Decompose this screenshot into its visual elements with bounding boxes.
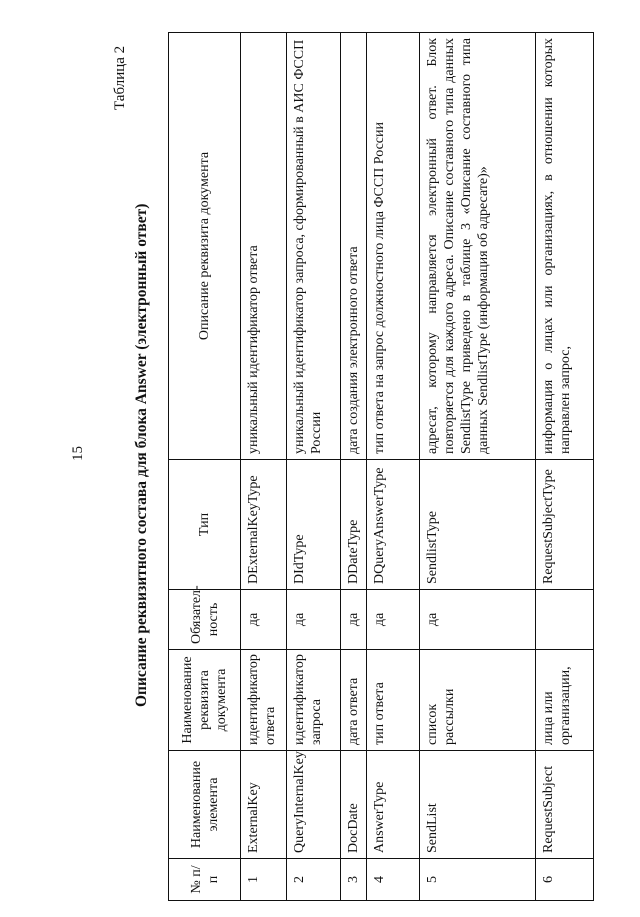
header-type: Тип: [169, 460, 241, 590]
row-required: да: [341, 590, 367, 650]
table-row: [287, 33, 341, 901]
page-number: 15: [70, 446, 86, 461]
table-row: [367, 33, 420, 901]
header-description: Описание реквизита документа: [169, 33, 241, 460]
header-element: Наименование элемента: [169, 751, 241, 859]
row-element: AnswerType: [367, 751, 420, 859]
row-type: DQueryAnswerType: [367, 460, 420, 590]
row-required: да: [367, 590, 420, 650]
table-row: [536, 33, 594, 901]
row-num: 6: [536, 859, 594, 901]
row-description: уникальный идентификатор запроса, сформированный в АИС ФССП России: [287, 33, 341, 460]
header-required: Обязател-ность: [169, 590, 241, 650]
row-description: дата создания электронного ответа: [341, 33, 367, 460]
row-num: 5: [420, 859, 536, 901]
header-requisite: Наименование реквизита документа: [169, 650, 241, 751]
row-required: да: [420, 590, 536, 650]
row-type: SendlistType: [420, 460, 536, 590]
row-element: SendList: [420, 751, 536, 859]
row-requisite: дата ответа: [341, 650, 367, 751]
row-element: RequestSubject: [536, 751, 594, 859]
row-num: 4: [367, 859, 420, 901]
row-description: информация о лицах или организациях, в отношении которых направлен запрос,: [536, 33, 594, 460]
row-element: QueryInternalKey: [287, 751, 341, 859]
row-num: 2: [287, 859, 341, 901]
header-num: № п/п: [169, 859, 241, 901]
table-title: Описание реквизитного состава для блока Answer (электронный ответ): [133, 203, 150, 707]
row-requisite: лица или организации,: [536, 650, 594, 751]
row-required: [536, 590, 594, 650]
row-requisite: идентификатор ответа: [241, 650, 287, 751]
row-type: DDateType: [341, 460, 367, 590]
row-type: DIdType: [287, 460, 341, 590]
requisites-table-wrapper: [168, 33, 593, 901]
row-requisite: список рассылки: [420, 650, 536, 751]
row-type: DExternalKeyType: [241, 460, 287, 590]
row-num: 3: [341, 859, 367, 901]
row-description: уникальный идентификатор ответа: [241, 33, 287, 460]
row-num: 1: [241, 859, 287, 901]
row-description: адресат, которому направляется электронный ответ. Блок повторяется для каждого адреса. Описание составного типа данных SendlistType приведено в таблице 3 «Описание составного типа данных SendlistType (информация об адресате)»: [420, 33, 536, 460]
table-label: Таблица 2: [112, 45, 128, 110]
table-row: [241, 33, 287, 901]
row-requisite: тип ответа: [367, 650, 420, 751]
table-header-row: [169, 33, 241, 901]
row-required: да: [241, 590, 287, 650]
row-type: RequestSubjectType: [536, 460, 594, 590]
row-element: DocDate: [341, 751, 367, 859]
row-required: да: [287, 590, 341, 650]
row-element: ExternalKey: [241, 751, 287, 859]
table-row: [341, 33, 367, 901]
table-row: [420, 33, 536, 901]
row-description: тип ответа на запрос должностного лица ФССП России: [367, 33, 420, 460]
requisites-table: [168, 32, 594, 901]
row-requisite: идентификатор запроса: [287, 650, 341, 751]
